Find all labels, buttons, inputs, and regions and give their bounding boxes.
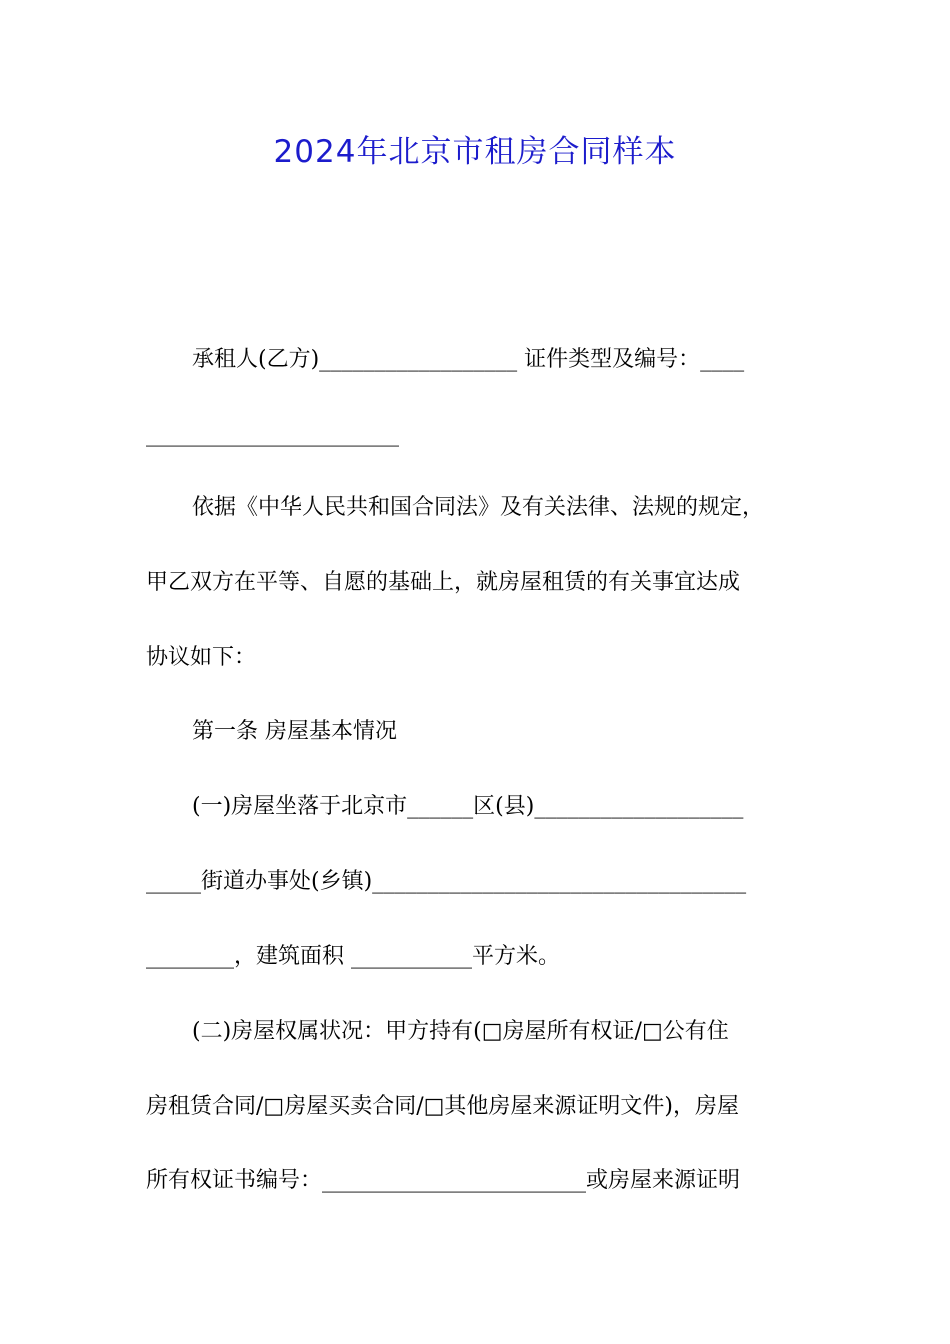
ownership-line-2: 房租赁合同/□房屋买卖合同/□其他房屋来源证明文件)，房屋	[146, 1094, 739, 1119]
preamble-line-3: 协议如下：	[146, 645, 257, 670]
preamble-line-2: 甲乙双方在平等、自愿的基础上，就房屋租赁的有关事宜达成	[146, 570, 741, 595]
ownership-line-1: (二)房屋权属状况：甲方持有(□房屋所有权证/□公有住	[192, 1019, 729, 1044]
id-number-blank-line: _______________________	[146, 422, 399, 447]
article-one-heading: 第一条 房屋基本情况	[192, 719, 397, 744]
preamble-line-1: 依据《中华人民共和国合同法》及有关法律、法规的规定，	[192, 495, 765, 520]
lessee-line: 承租人(乙方)__________________ 证件类型及编号：____	[192, 347, 745, 372]
location-line-1: (一)房屋坐落于北京市______区(县)___________________	[192, 794, 744, 819]
ownership-line-3: 所有权证书编号：________________________或房屋来源证明	[146, 1168, 741, 1193]
document-title: 2024年北京市租房合同样本	[273, 134, 677, 170]
area-line: ________，建筑面积 ___________平方米。	[146, 944, 560, 969]
location-line-2: _____街道办事处(乡镇)__________________________________	[146, 869, 747, 894]
